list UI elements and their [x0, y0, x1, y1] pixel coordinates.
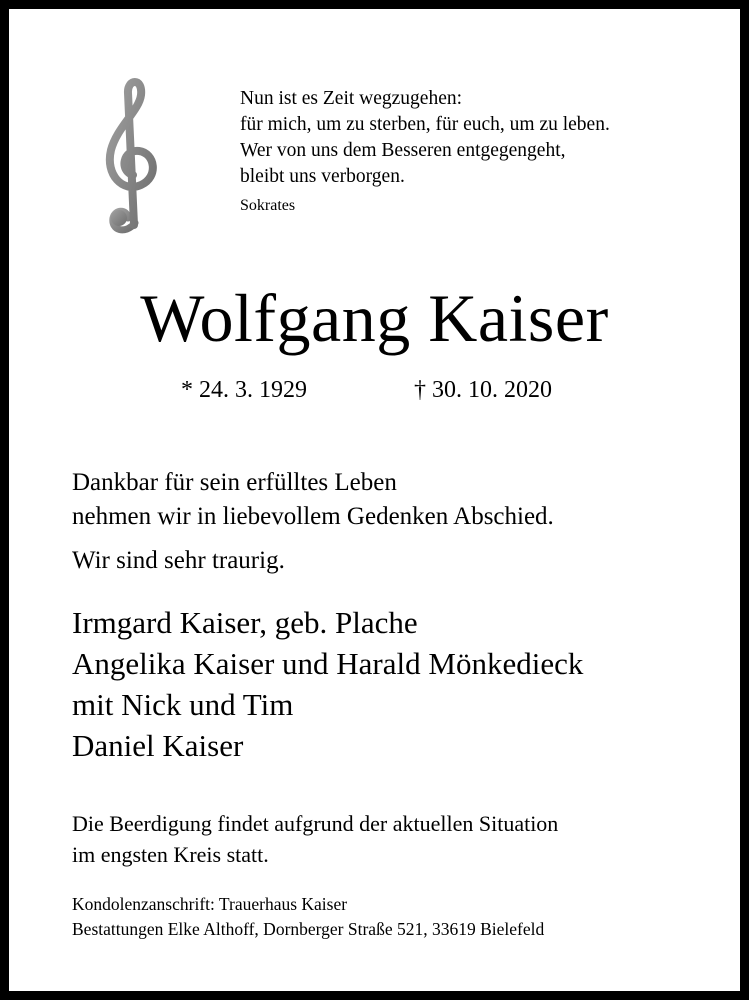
quote-line: bleibt uns verborgen.: [240, 166, 405, 187]
family-member: Angelika Kaiser und Harald Mönkedieck: [72, 646, 584, 681]
treble-clef-icon: [97, 75, 167, 240]
family-list: [72, 602, 583, 766]
deceased-name: Wolfgang Kaiser: [140, 280, 609, 356]
family-member: Irmgard Kaiser, geb. Plache: [72, 605, 418, 640]
quote-author: Sokrates: [240, 197, 296, 214]
quote-line: Nun ist es Zeit wegzugehen:: [240, 88, 463, 109]
sad-note: Wir sind sehr traurig.: [72, 547, 285, 574]
quote: [240, 86, 610, 190]
quote-line: Wer von uns dem Besseren entgegengeht,: [240, 140, 566, 161]
address-line: Kondolenzanschrift: Trauerhaus Kaiser: [72, 894, 348, 914]
family-member: mit Nick und Tim: [72, 687, 294, 722]
family-member: Daniel Kaiser: [72, 728, 244, 763]
funeral-notice: [72, 808, 558, 870]
farewell-message: [72, 466, 554, 534]
funeral-line: im engsten Kreis statt.: [72, 842, 269, 867]
death-date: † 30. 10. 2020: [414, 377, 552, 403]
address-line: Bestattungen Elke Althoff, Dornberger Straße 521, 33619 Bielefeld: [72, 919, 545, 939]
funeral-line: Die Beerdigung findet aufgrund der aktuellen Situation: [72, 811, 559, 836]
quote-line: für mich, um zu sterben, für euch, um zu leben.: [240, 114, 610, 135]
message-line: Dankbar für sein erfülltes Leben: [72, 469, 397, 496]
message-line: nehmen wir in liebevollem Gedenken Abschied.: [72, 503, 554, 530]
condolence-address: [72, 892, 544, 942]
birth-date: * 24. 3. 1929: [181, 377, 307, 403]
